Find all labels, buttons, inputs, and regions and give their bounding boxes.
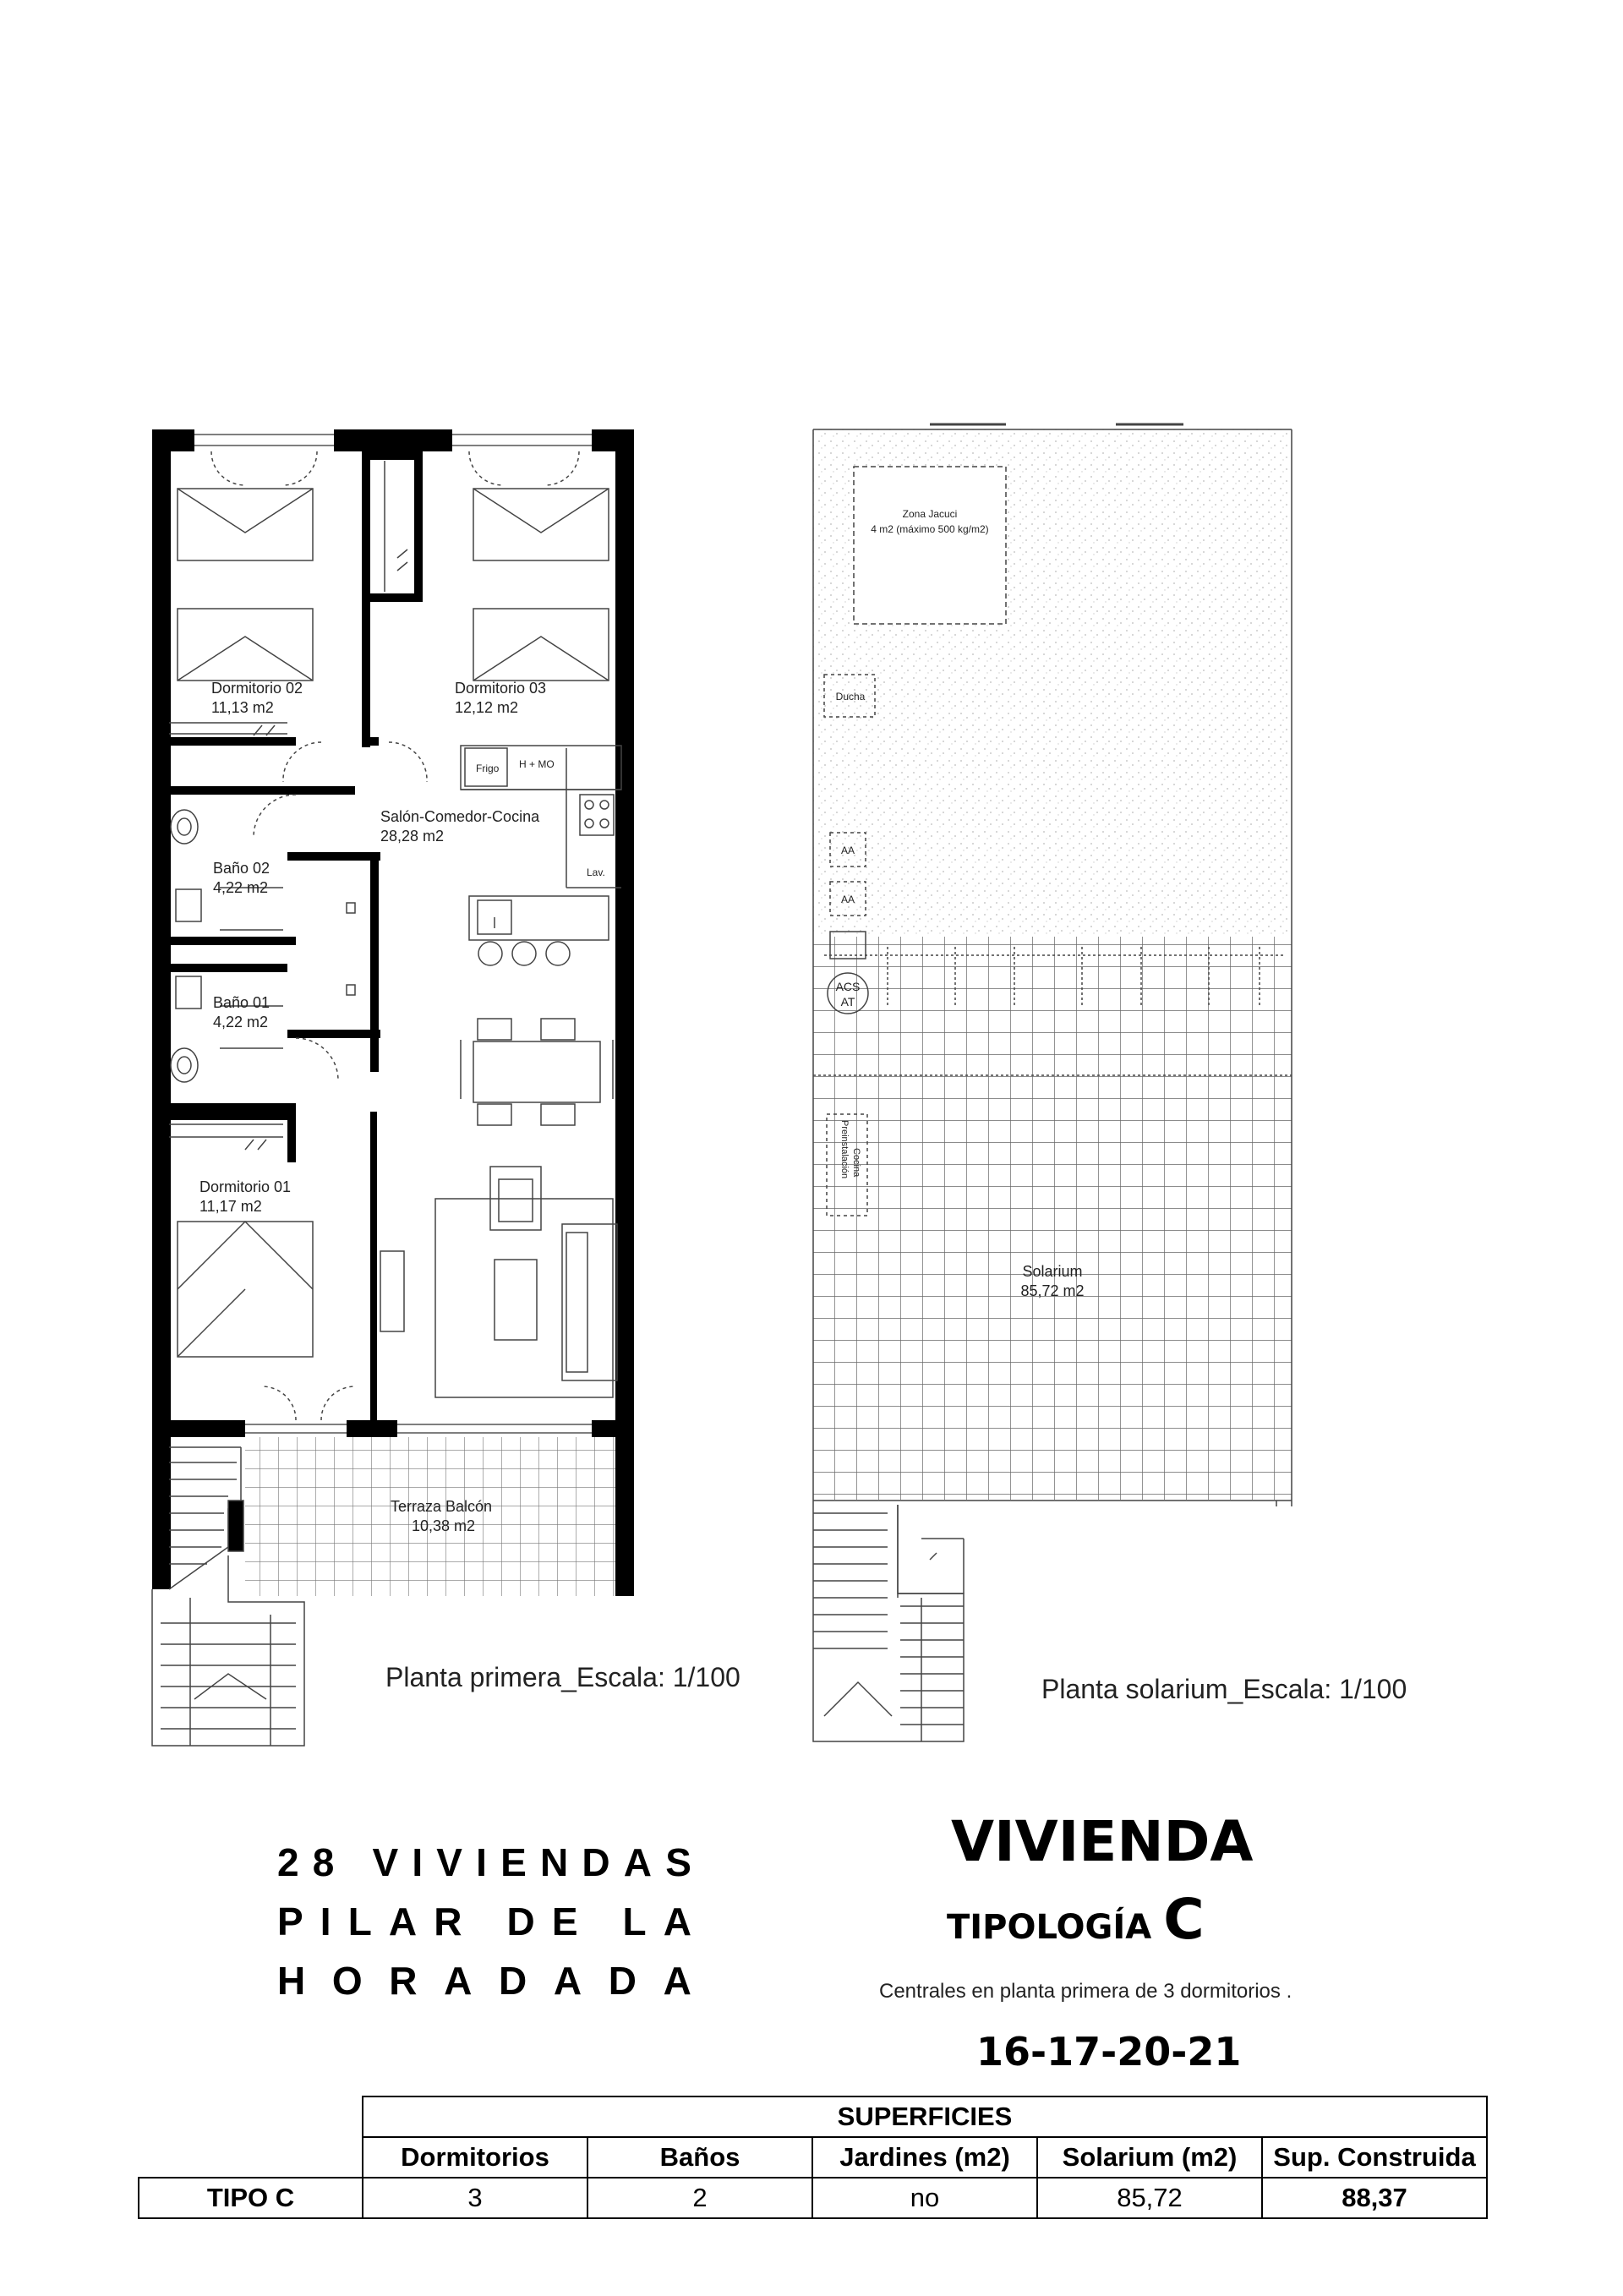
aa-label: AA xyxy=(840,894,855,905)
project-letter: A xyxy=(663,1959,691,2003)
project-letter xyxy=(348,1833,359,1892)
lav-label: Lav. xyxy=(587,866,605,878)
project-letter: R xyxy=(434,1900,462,1943)
table-header: Solarium (m2) xyxy=(1037,2137,1262,2178)
project-letter: 2 xyxy=(277,1840,299,1884)
unit-numbers: 16-17-20-21 xyxy=(976,2029,1242,2075)
solarium-label: Solarium xyxy=(1022,1263,1083,1280)
table-cell: 3 xyxy=(363,2178,587,2218)
tipologia-label: TIPOLOGÍA xyxy=(947,1908,1152,1947)
at-label: AT xyxy=(840,995,855,1009)
project-letter: V xyxy=(436,1840,462,1884)
table-title: SUPERFICIES xyxy=(363,2096,1487,2137)
planta-primera-caption: Planta primera_Escala: 1/100 xyxy=(385,1662,740,1692)
room-label: Dormitorio 03 xyxy=(455,680,547,697)
table-header: Sup. Construida xyxy=(1262,2137,1487,2178)
project-letter: D xyxy=(608,1959,637,2003)
table-cell: 88,37 xyxy=(1262,2178,1487,2218)
title-tipologia xyxy=(947,1887,1205,1952)
project-line xyxy=(277,1892,691,1951)
solarium-area: 85,72 m2 xyxy=(1020,1282,1085,1299)
project-line xyxy=(277,1951,691,2010)
project-letter: L xyxy=(347,1900,372,1943)
room-area: 4,22 m2 xyxy=(213,1014,269,1030)
project-line xyxy=(277,1833,691,1892)
project-letter: D xyxy=(506,1900,535,1943)
project-letter: P xyxy=(277,1900,303,1943)
tipologia-value: C xyxy=(1163,1887,1205,1952)
project-letter: A xyxy=(553,1959,582,2003)
table-header: Dormitorios xyxy=(363,2137,587,2178)
superficies-table xyxy=(138,2096,1488,2219)
project-letter: A xyxy=(388,1900,418,1943)
preinstalacion-label: Preinstalación xyxy=(839,1120,850,1179)
room-area: 11,17 m2 xyxy=(199,1198,262,1215)
table-cell: 2 xyxy=(587,2178,812,2218)
frigo-label: Frigo xyxy=(476,763,500,774)
zona-jacuzzi-label: Zona Jacuci xyxy=(902,508,958,520)
project-letter: 8 xyxy=(312,1840,335,1884)
planta-primera-plan xyxy=(152,429,634,1746)
project-letter: I xyxy=(320,1900,331,1943)
description: Centrales en planta primera de 3 dormitorios . xyxy=(879,1980,1292,2003)
cocina-label: Cocina xyxy=(851,1148,861,1178)
table-row xyxy=(139,2178,1487,2218)
acs-label: ACS xyxy=(835,980,861,993)
room-label: Salón-Comedor-Cocina xyxy=(380,808,540,825)
project-letter: H xyxy=(277,1959,306,2003)
project-letter xyxy=(595,1892,606,1951)
aa-label: AA xyxy=(840,845,855,856)
project-letter: O xyxy=(331,1959,363,2003)
project-letter: S xyxy=(665,1840,691,1884)
project-letter: D xyxy=(499,1959,527,2003)
table-cell: no xyxy=(812,2178,1037,2218)
table-header: Jardines (m2) xyxy=(812,2137,1037,2178)
project-letter: L xyxy=(622,1900,647,1943)
project-letter: V xyxy=(372,1840,399,1884)
project-letter: R xyxy=(389,1959,418,2003)
project-letter xyxy=(479,1892,490,1951)
project-letter: A xyxy=(663,1900,691,1943)
solarium-floor xyxy=(813,937,1292,1500)
project-letter: E xyxy=(500,1840,527,1884)
empty-cell xyxy=(139,2096,363,2137)
empty-cell xyxy=(139,2137,363,2178)
hmo-label: H + MO xyxy=(519,758,555,770)
ducha-label: Ducha xyxy=(835,691,866,702)
project-letter: A xyxy=(623,1840,653,1884)
planta-solarium-caption: Planta solarium_Escala: 1/100 xyxy=(1041,1674,1407,1704)
room-area: 4,22 m2 xyxy=(213,879,269,896)
room-area: 12,12 m2 xyxy=(455,699,519,716)
table-cell: 85,72 xyxy=(1037,2178,1262,2218)
row-label: TIPO C xyxy=(139,2178,363,2218)
project-letter: I xyxy=(476,1840,487,1884)
project-letter: D xyxy=(582,1840,610,1884)
terraza-floor xyxy=(245,1437,632,1596)
room-label: Baño 02 xyxy=(213,860,270,877)
room-label: Dormitorio 02 xyxy=(211,680,303,697)
planta-solarium-plan xyxy=(813,424,1292,1741)
room-label: Baño 01 xyxy=(213,994,270,1011)
zona-jacuzzi-note: 4 m2 (máximo 500 kg/m2) xyxy=(871,523,989,535)
room-area: 28,28 m2 xyxy=(380,828,445,845)
room-area: 11,13 m2 xyxy=(211,699,274,716)
project-letter: I xyxy=(412,1840,424,1884)
room-area: 10,38 m2 xyxy=(412,1517,476,1534)
project-letter: N xyxy=(539,1840,569,1884)
project-letter: E xyxy=(551,1900,578,1943)
room-label: Terraza Balcón xyxy=(391,1498,493,1515)
table-header: Baños xyxy=(587,2137,812,2178)
project-name xyxy=(277,1833,691,2010)
project-letter: A xyxy=(444,1959,473,2003)
title-vivienda: VIVIENDA xyxy=(951,1809,1254,1874)
room-label: Dormitorio 01 xyxy=(199,1178,292,1195)
